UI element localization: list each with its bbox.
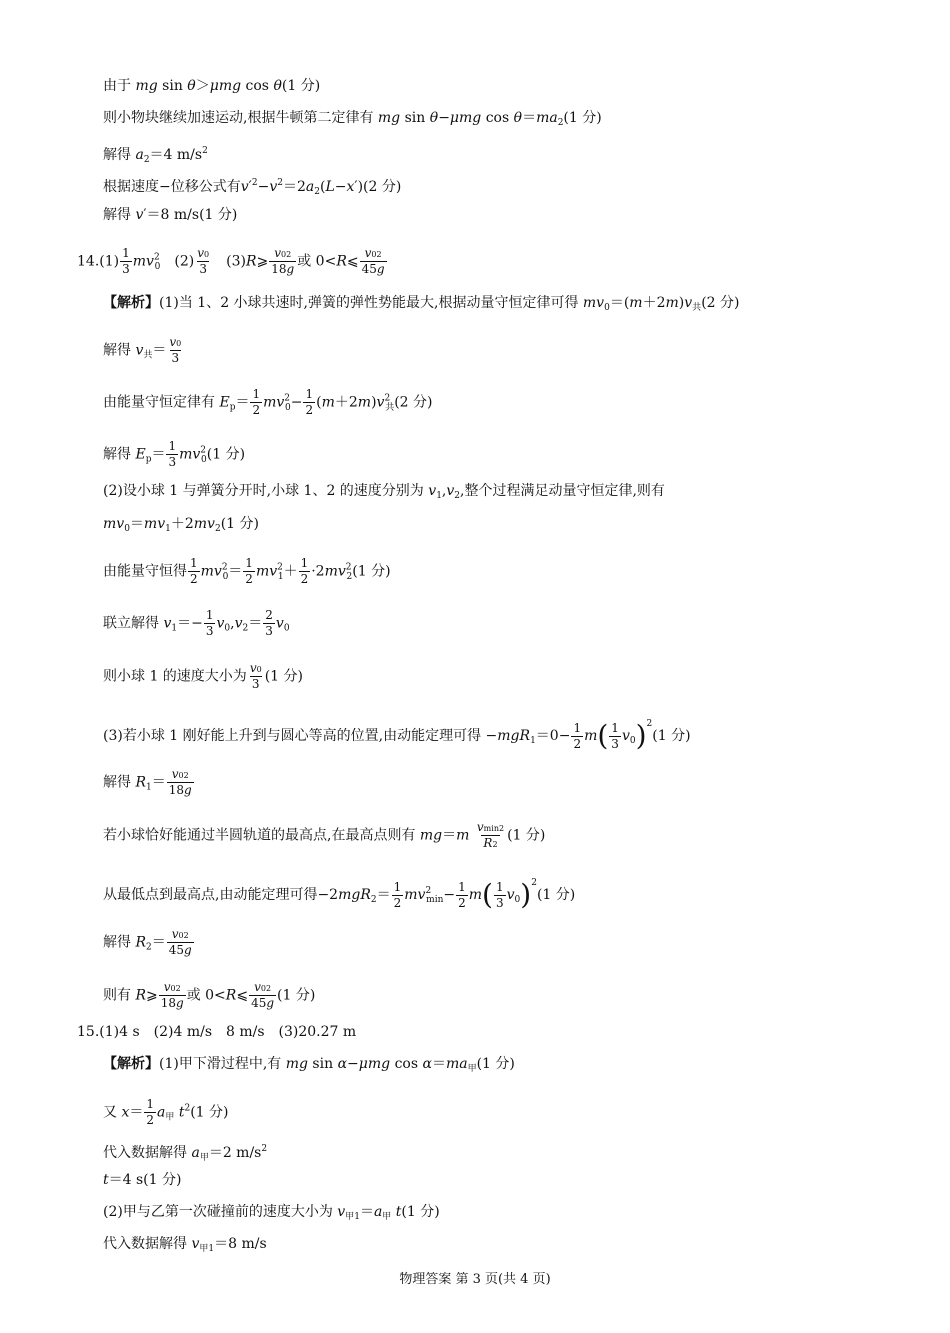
line-18: 若小球恰好能通过半圆轨道的最高点,在最高点则有 mg＝m $\frac{vmin2}{R2}$ (1 分) <box>103 820 546 850</box>
line-5: 解得 v′＝8 m/s(1 分) <box>103 207 238 223</box>
line-15: 则小球 1 的速度大小为 $\frac{v0}{3}$ (1 分) <box>103 661 303 691</box>
line-19: 从最低点到最高点,由动能定理可得−2mgR$_2$＝ $\frac{1}{2}$ $mv^2_{min}-$ $\frac{1}{2}$ m( $\frac{1}{3}$ $v_0)^2(1$ 分) <box>103 878 576 911</box>
line-28: 代入数据解得 $v_{甲1}=8$ m/s <box>103 1236 267 1254</box>
line-26: t＝4 s(1 分) <box>103 1172 182 1188</box>
line-14: 联立解得 $v_1=-$ $\frac{1}{3}$ $v_0,v_2=$ $\frac{2}{3}$ $v_0$ <box>103 608 290 638</box>
line-11: (2)设小球 1 与弹簧分开时,小球 1、2 的速度分别为 $v_1,v_2$,整个过程满足动量守恒定律,则有 <box>103 483 665 501</box>
line-2: 则小物块继续加速运动,根据牛顿第二定律有 mg sin θ−μmg $\cos \theta=ma_2(1$ 分) <box>103 110 602 128</box>
line-3: 解得 $a_2=4$ $m/s^2$ <box>103 146 208 165</box>
line-12: $mv_0=mv_1+2mv_2(1$ 分) <box>103 516 259 534</box>
line-7: 【解析】(1)当 1、2 小球共速时,弹簧的弹性势能最大,根据动量守恒定律可得 $mv_0=(m+2m)v_共(2$ 分) <box>103 295 740 313</box>
page-footer: 物理答案 第 3 页(共 4 页) <box>399 1272 551 1287</box>
line-22: 15.(1)4 s (2)4 m/s 8 m/s (3)20.27 m <box>77 1024 357 1040</box>
line-23: 【解析】(1)甲下滑过程中,有 mg sin α−μmg $\cos \alpha=ma_甲(1$ 分) <box>103 1056 515 1074</box>
line-17: 解得 $R_1=$ $\frac{v02}{18g}$ <box>103 767 192 797</box>
line-9: 由能量守恒定律有 $E_p=$ $\frac{1}{2}$ $mv^2_0-$ $\frac{1}{2}$ $(m+2m)v^2_共(2$ 分) <box>103 387 433 417</box>
line-24: 又 x＝ $\frac{1}{2}$ $a_甲$ $t^2(1$ 分) <box>103 1097 229 1127</box>
line-20: 解得 $R_2=$ $\frac{v02}{45g}$ <box>103 927 192 957</box>
line-25: 代入数据解得 $a_甲=2$ $m/s^2$ <box>103 1144 268 1163</box>
line-8: 解得 $v_共=$ $\frac{v0}{3}$ <box>103 335 182 365</box>
line-21: 则有 R⩾ $\frac{v02}{18g}$ 或 0<R⩽ $\frac{v02}{45g}$ (1 分) <box>103 980 316 1010</box>
line-1: 由于 mg sin θ＞μmg cos θ(1 分) <box>103 78 321 94</box>
line-27: (2)甲与乙第一次碰撞前的速度大小为 $v_{甲1}=a_甲$ t(1 分) <box>103 1204 440 1222</box>
line-13: 由能量守恒得 $\frac{1}{2}$ $mv^2_0=$ $\frac{1}{2}$ $mv^2_1+$ $\frac{1}{2}$ $\cdot 2mv^2_2(1$ 分) <box>103 556 391 586</box>
line-16: (3)若小球 1 刚好能上升到与圆心等高的位置,由动能定理可得 −mgR$_1$＝0− $\frac{1}{2}$ m( $\frac{1}{3}$ $v_0)^2(1$ 分) <box>103 719 691 752</box>
line-4: 根据速度−位移公式有$v'^2-v^2=2a_2(L-x')(2$ 分) <box>103 178 402 197</box>
line-6: 14.(1) $\frac{1}{3}$ $mv^2_0$ (2) $\frac{v0}{3}$ (3)R⩾ $\frac{v02}{18g}$ 或 0<R⩽ $\frac{v02}{45g}$ <box>77 246 385 276</box>
line-10: 解得 $E_p=$ $\frac{1}{3}$ $mv^2_0(1$ 分) <box>103 439 246 469</box>
